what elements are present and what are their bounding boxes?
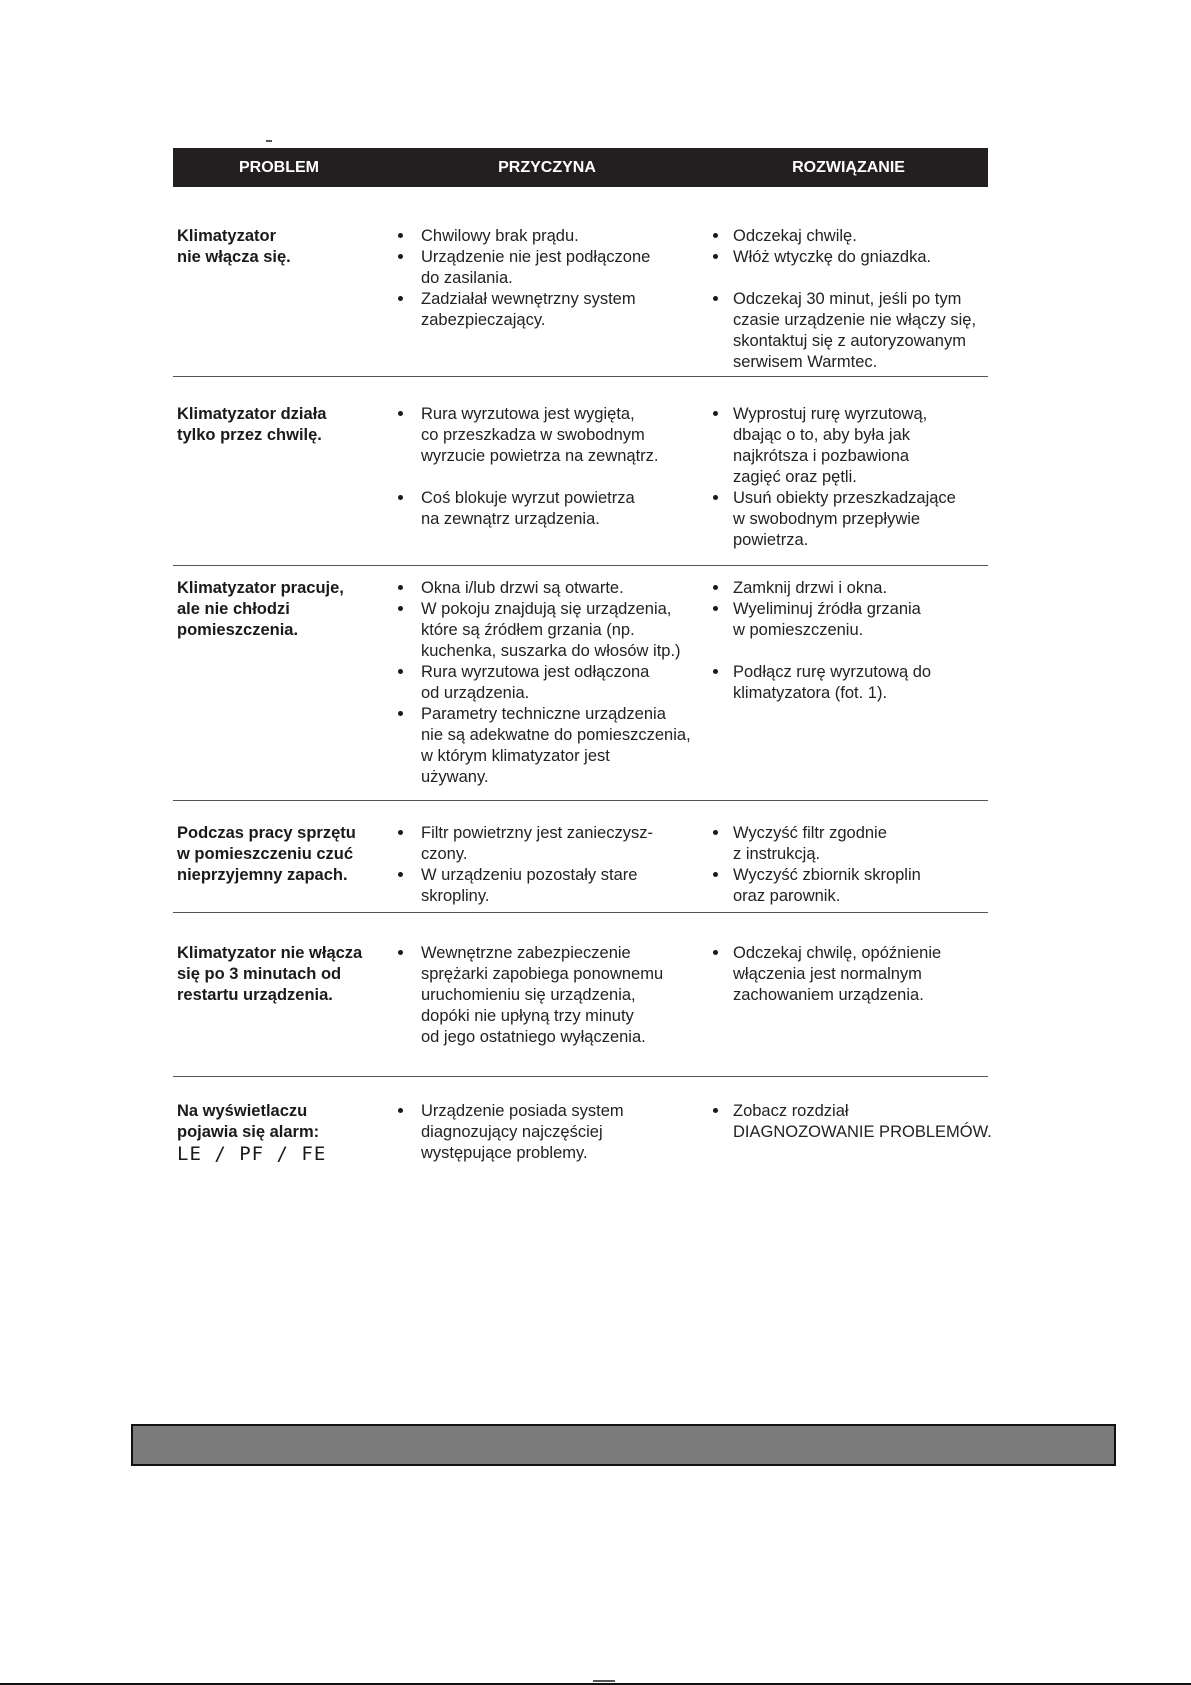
solution-item: Wyeliminuj źródła grzania w pomieszczeniu.	[709, 599, 1014, 641]
cause-item: Coś blokuje wyrzut powietrza na zewnątrz urządzenia.	[385, 488, 709, 530]
solution-item: Zobacz rozdział DIAGNOZOWANIE PROBLEMÓW.	[709, 1101, 1014, 1143]
cause-cell	[385, 1101, 709, 1164]
cause-item: Okna i/lub drzwi są otwarte.	[385, 578, 709, 599]
corner-mark	[266, 140, 272, 142]
solution-cell	[709, 823, 1014, 907]
cause-cell	[385, 823, 709, 907]
problem-text: Podczas pracy sprzętu w pomieszczeniu czuć nieprzyjemny zapach.	[177, 824, 356, 884]
solution-item: Wyczyść filtr zgodnie z instrukcją.	[709, 823, 1014, 865]
cause-cell	[385, 943, 709, 1048]
solution-cell	[709, 1101, 1014, 1143]
solution-cell	[709, 404, 1014, 551]
header-solution: ROZWIĄZANIE	[792, 158, 905, 176]
row-divider	[173, 565, 988, 566]
problem-text: Klimatyzator nie włącza się.	[177, 227, 291, 266]
solution-cell	[709, 943, 1014, 1006]
header-problem: PROBLEM	[239, 158, 319, 176]
solution-item: Włóż wtyczkę do gniazdka.	[709, 247, 1014, 268]
cause-item: Filtr powietrzny jest zanieczysz- czony.	[385, 823, 709, 865]
problem-cell	[173, 1101, 385, 1165]
problem-text: Klimatyzator pracuje, ale nie chłodzi pomieszczenia.	[177, 579, 344, 639]
solution-item: Wyprostuj rurę wyrzutową, dbając o to, aby była jak najkrótsza i pozbawiona zagięć oraz pętli.	[709, 404, 1014, 488]
solution-item: Wyczyść zbiornik skroplin oraz parownik.	[709, 865, 1014, 907]
troubleshooting-table	[173, 148, 992, 1191]
section-bar	[131, 1424, 1116, 1466]
table-row	[173, 1091, 992, 1191]
solution-cell	[709, 578, 1014, 704]
row-divider	[173, 376, 988, 377]
row-divider	[173, 800, 988, 801]
table-row	[173, 929, 988, 1091]
cause-item: Wewnętrzne zabezpieczenie sprężarki zapobiega ponownemu uruchomieniu się urządzenia, dopóki nie upłyną trzy minuty od jego ostatniego wyłączenia.	[385, 943, 709, 1048]
cause-item: Zadziałał wewnętrzny system zabezpieczający.	[385, 289, 709, 331]
solution-item: Odczekaj chwilę, opóźnienie włączenia jest normalnym zachowaniem urządzenia.	[709, 943, 1014, 1006]
cause-cell	[385, 404, 709, 530]
cause-cell	[385, 578, 709, 788]
footer-mark	[593, 1680, 615, 1682]
cause-item: Rura wyrzutowa jest odłączona od urządzenia.	[385, 662, 709, 704]
table-row	[173, 185, 988, 398]
cause-item: Urządzenie posiada system diagnozujący najczęściej występujące problemy.	[385, 1101, 709, 1164]
row-divider	[173, 912, 988, 913]
solution-item: Odczekaj 30 minut, jeśli po tym czasie urządzenie nie włączy się, skontaktuj się z autoryzowanym serwisem Warmtec.	[709, 289, 1014, 373]
problem-text: Klimatyzator działa tylko przez chwilę.	[177, 405, 327, 444]
cause-item: Chwilowy brak prądu.	[385, 226, 709, 247]
cause-item: Urządzenie nie jest podłączone do zasilania.	[385, 247, 709, 289]
cause-cell	[385, 226, 709, 331]
cause-item: Rura wyrzutowa jest wygięta, co przeszkadza w swobodnym wyrzucie powietrza na zewnątrz.	[385, 404, 709, 467]
problem-text: Klimatyzator nie włącza się po 3 minutach od restartu urządzenia.	[177, 944, 363, 1004]
cause-item: W pokoju znajdują się urządzenia, które są źródłem grzania (np. kuchenka, suszarka do włosów itp.)	[385, 599, 709, 662]
table-row	[173, 807, 988, 929]
alarm-code: LE / PF / FE	[177, 1143, 327, 1165]
table-header	[173, 148, 988, 187]
cause-item: Parametry techniczne urządzenia nie są adekwatne do pomieszczenia, w którym klimatyzator jest używany.	[385, 704, 709, 788]
table-row	[173, 398, 988, 572]
table-row	[173, 572, 988, 807]
solution-item: Zamknij drzwi i okna.	[709, 578, 1014, 599]
solution-item: Usuń obiekty przeszkadzające w swobodnym przepływie powietrza.	[709, 488, 1014, 551]
solution-cell	[709, 226, 1014, 373]
solution-item: Odczekaj chwilę.	[709, 226, 1014, 247]
cause-item: W urządzeniu pozostały stare skropliny.	[385, 865, 709, 907]
row-divider	[173, 1076, 988, 1077]
solution-item: Podłącz rurę wyrzutową do klimatyzatora (fot. 1).	[709, 662, 1014, 704]
header-cause: PRZYCZYNA	[498, 158, 596, 176]
problem-text: Na wyświetlaczu pojawia się alarm:	[177, 1102, 320, 1141]
